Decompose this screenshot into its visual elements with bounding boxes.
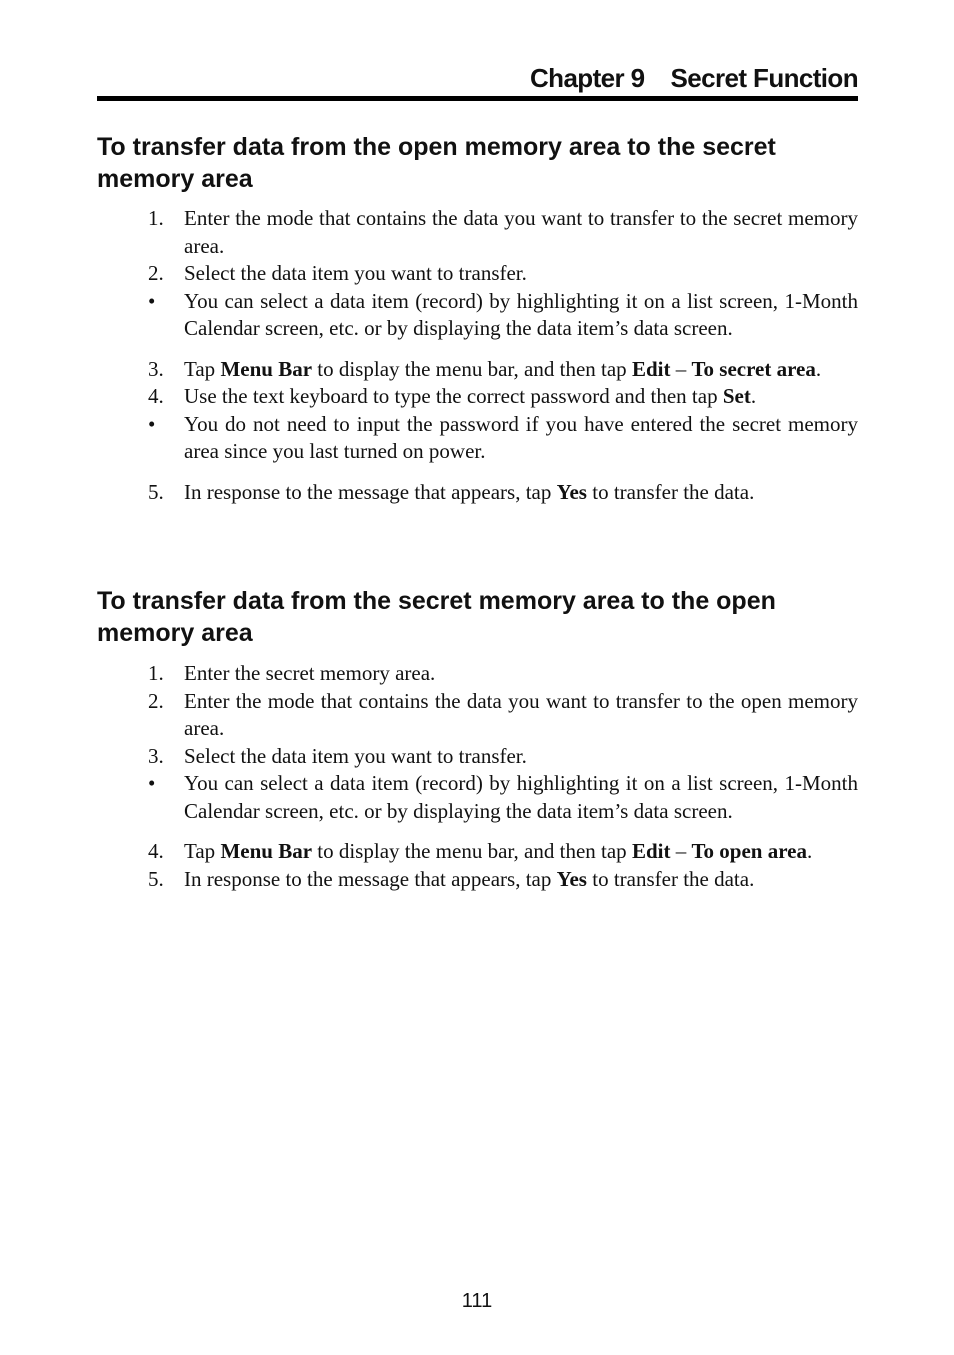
note-text: You do not need to input the password if you have entered the secret memory area since you last turned on power. — [184, 411, 858, 463]
list-item — [97, 205, 858, 260]
bullet-marker: • — [148, 411, 156, 436]
step-marker: 5. — [148, 479, 164, 504]
header-rule — [97, 96, 858, 101]
step-text: In response to the message that appears, tap Yes to transfer the data. — [184, 479, 755, 504]
step-text: Select the data item you want to transfer. — [184, 743, 527, 768]
note-text: You can select a data item (record) by highlighting it on a list screen, 1-Month Calendar screen, etc. or by displaying the data item’s data screen. — [184, 771, 858, 823]
bullet-marker: • — [148, 771, 156, 795]
menu-bar-term: Menu Bar — [220, 839, 313, 863]
list-item — [97, 260, 858, 288]
steps-secret-to-open — [97, 660, 858, 893]
to-secret-area-term: To secret area — [691, 356, 816, 381]
bullet-marker: • — [148, 288, 156, 313]
list-item — [97, 688, 858, 743]
chapter-title: Secret Function — [670, 63, 858, 93]
step-marker: 1. — [148, 206, 164, 230]
step-text: Select the data item you want to transfer. — [184, 261, 527, 285]
step-text: Enter the secret memory area. — [184, 661, 436, 685]
steps-open-to-secret — [97, 205, 858, 506]
edit-term: Edit — [631, 839, 671, 863]
step-marker: 2. — [148, 688, 164, 713]
step-marker: 4. — [148, 839, 164, 863]
section-title-open-to-secret: To transfer data from the open memory area to the secret memory area — [97, 133, 776, 193]
running-header — [97, 58, 858, 98]
yes-term: Yes — [556, 479, 587, 504]
step-text: Tap Menu Bar to display the menu bar, and then tap Edit – To open area. — [184, 839, 813, 863]
step-marker: 3. — [148, 743, 164, 768]
list-item — [97, 356, 858, 384]
step-marker: 2. — [148, 261, 164, 285]
list-item — [97, 383, 858, 411]
list-item — [97, 411, 858, 466]
list-item — [97, 866, 858, 894]
step-marker: 4. — [148, 384, 164, 408]
list-item — [97, 838, 858, 866]
section-title-secret-to-open: To transfer data from the secret memory area to the open memory area — [97, 587, 776, 647]
page-number: 111 — [461, 1290, 493, 1312]
step-marker: 1. — [148, 661, 164, 685]
edit-term: Edit — [631, 356, 671, 381]
list-item — [97, 479, 858, 507]
step-text: Tap Menu Bar to display the menu bar, and then tap Edit – To secret area. — [184, 356, 822, 381]
to-open-area-term: To open area — [691, 839, 807, 863]
list-item — [97, 660, 858, 688]
note-text: You can select a data item (record) by highlighting it on a list screen, 1-Month Calendar screen, etc. or by displaying the data item’s data screen. — [184, 288, 858, 340]
list-item — [97, 288, 858, 343]
step-marker: 3. — [148, 356, 164, 381]
yes-term: Yes — [556, 866, 587, 891]
step-text: Enter the mode that contains the data you want to transfer to the secret memory area. — [184, 206, 858, 258]
chapter-label: Chapter 9 — [529, 63, 645, 93]
set-term: Set — [722, 384, 751, 408]
step-marker: 5. — [148, 866, 164, 891]
step-text: Use the text keyboard to type the correct password and then tap Set. — [184, 384, 757, 408]
step-text: Enter the mode that contains the data you want to transfer to the open memory area. — [184, 688, 858, 740]
list-item — [97, 743, 858, 771]
menu-bar-term: Menu Bar — [220, 356, 313, 381]
step-text: In response to the message that appears, tap Yes to transfer the data. — [184, 866, 755, 891]
list-item — [97, 770, 858, 825]
